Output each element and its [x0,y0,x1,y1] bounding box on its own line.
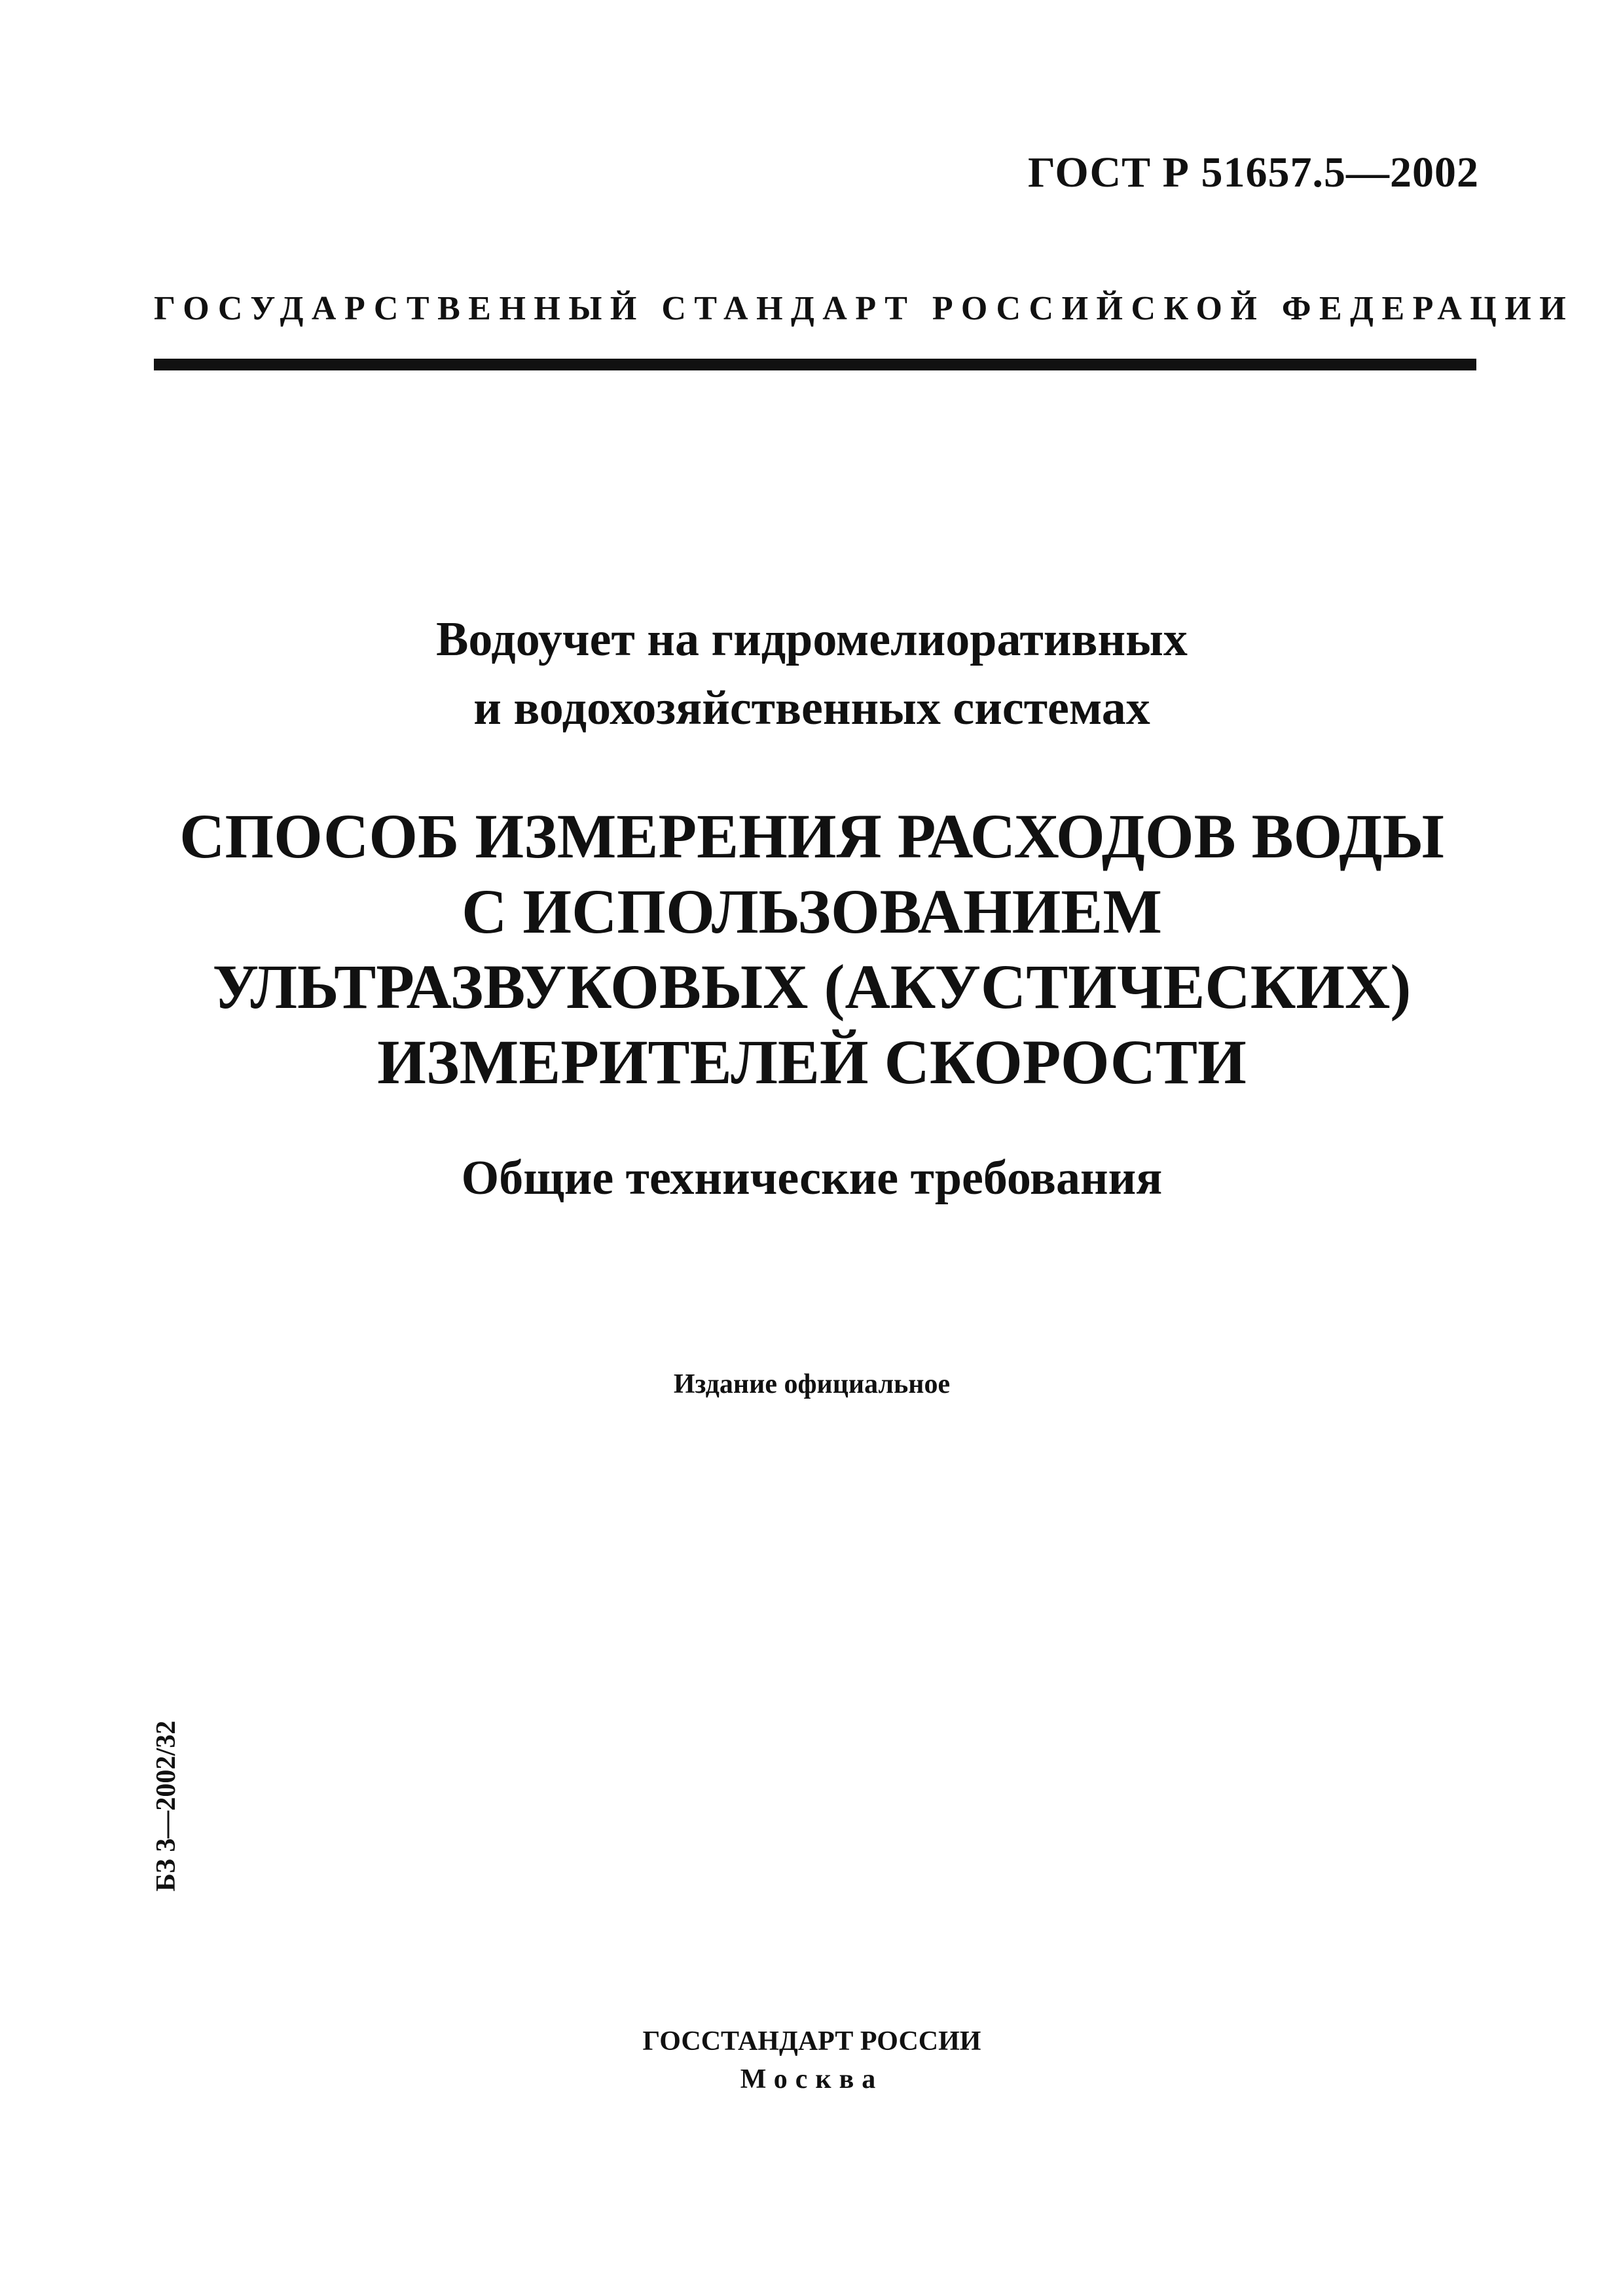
standard-header: ГОСУДАРСТВЕННЫЙ СТАНДАРТ РОССИЙСКОЙ ФЕДЕРАЦИИ [154,290,1575,327]
main-title-line: СПОСОБ ИЗМЕРЕНИЯ РАСХОДОВ ВОДЫ [179,801,1444,871]
main-title-line: ИЗМЕРИТЕЛЕЙ СКОРОСТИ [377,1027,1247,1097]
subject-title-line: и водохозяйственных системах [473,681,1150,735]
header-divider [154,359,1476,370]
main-title-line: С ИСПОЛЬЗОВАНИЕМ [462,876,1162,946]
main-title-line: УЛЬТРАЗВУКОВЫХ (АКУСТИЧЕСКИХ) [212,952,1412,1022]
catalog-code: БЗ 3—2002/32 [151,1720,181,1892]
subject-title [157,605,1467,743]
edition-label: Издание официальное [673,1369,951,1399]
subject-title-line: Водоучет на гидромелиоративных [436,613,1188,666]
document-number: ГОСТ Р 51657.5—2002 [1028,149,1479,196]
publisher-city: Москва [740,2064,884,2094]
publisher-name: ГОССТАНДАРТ РОССИИ [642,2026,981,2056]
subtitle: Общие технические требования [461,1151,1163,1205]
publisher-block [157,2022,1467,2098]
main-title [157,798,1467,1100]
